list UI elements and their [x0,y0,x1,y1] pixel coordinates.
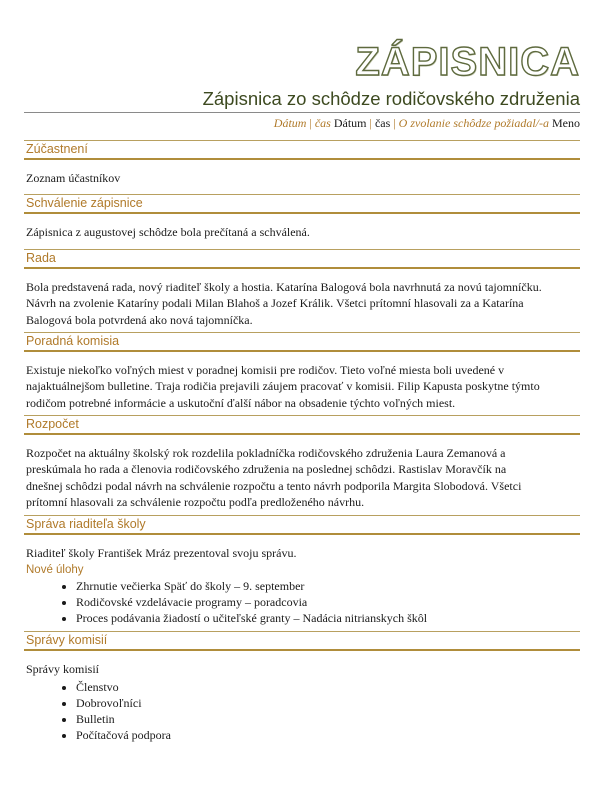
paragraph-line: Balogová bola potvrdená ako nová tajomníčka. [26,312,253,327]
section-attendees [24,140,580,186]
board-paragraph[interactable] [26,279,580,328]
paragraph-line: Bola predstavená rada, nový riaditeľ školy a hostia. Katarína Balogová bola navrhnutá za novú tajomníčku. [26,280,542,294]
list-item[interactable]: • Proces podávania žiadostí o učiteľské granty – Nadácia nitrianskych škôl [76,610,580,626]
attendees-text[interactable]: Zoznam účastníkov [26,171,121,185]
section-heading: Poradná komisia [24,332,580,352]
list-item[interactable]: • Členstvo [76,679,580,695]
name-label: Meno [552,116,580,130]
committees-list [24,679,580,743]
committees-text[interactable]: Správy komisií [26,662,100,676]
meta-separator: | [369,116,372,130]
document-subtitle: Zápisnica zo schôdze rodičovského združenia [202,88,580,109]
list-item[interactable]: • Počítačová podpora [76,727,580,743]
meeting-meta [274,116,580,131]
time-placeholder[interactable]: čas [314,116,331,130]
new-tasks-heading: Nové úlohy [26,564,84,576]
paragraph-line: dnešnej schôdzi podal návrh na schválenie rozpočtu a tento návrh podporila Margita Slobodová. Všetci [26,478,522,493]
section-budget [24,415,580,511]
document-title: ZÁPISNICA [355,40,580,84]
paragraph-line: preskúmala ho rada a členovia rodičovského združenia na poslednej schôdzi. Rastislav Moravčík na [26,462,507,477]
subtitle-rule [24,112,580,113]
meta-separator: | [309,116,312,130]
advisory-paragraph[interactable] [26,362,580,411]
date-placeholder[interactable]: Dátum [273,116,307,130]
paragraph-line: rodičom potrebné informácie a uskutoční ďalší nábor na obsadenie týchto voľných miest. [26,395,456,410]
date-label: Dátum [333,116,367,130]
section-heading: Rada [24,249,580,269]
section-heading: Rozpočet [24,415,580,435]
section-heading: Zúčastnení [24,140,580,160]
list-item[interactable]: • Dobrovoľníci [76,695,580,711]
new-tasks-list [24,578,580,626]
section-principal-report [24,515,580,626]
section-advisory [24,332,580,411]
time-label: čas [374,116,391,130]
list-item[interactable]: • Zhrnutie večierka Späť do školy – 9. september [76,578,580,594]
section-heading: Správa riaditeľa školy [24,515,580,535]
section-heading: Schválenie zápisnice [24,194,580,214]
paragraph-line: Návrh na zvolenie Kataríny podali Milan Blahoš a Jozef Králik. Všetci prítomní hlasovali za a Katarína [26,296,524,311]
section-board [24,249,580,328]
list-item[interactable]: • Rodičovské vzdelávacie programy – poradcovia [76,594,580,610]
meta-separator: | [393,116,396,130]
paragraph-line: Existuje niekoľko voľných miest v poradnej komisii pre rodičov. Tieto voľné miesta boli uvedené v [26,363,505,377]
section-heading: Správy komisií [24,631,580,651]
section-approval [24,194,580,240]
approval-text[interactable]: Zápisnica z augustovej schôdze bola prečítaná a schválená. [26,225,310,239]
paragraph-line: Rozpočet na aktuálny školský rok rozdelila pokladníčka rodičovského združenia Laura Zemanová a [26,446,506,460]
called-by-placeholder[interactable]: O zvolanie schôdze požiadal/-a [398,116,549,130]
paragraph-line: prítomní hlasovali za schválenie rozpočtu podľa predloženého návrhu. [26,495,365,510]
principal-text[interactable]: Riaditeľ školy František Mráz prezentoval svoju správu. [26,546,297,560]
list-item[interactable]: • Bulletin [76,711,580,727]
budget-paragraph[interactable] [26,445,580,511]
section-committee-reports [24,631,580,743]
paragraph-line: najaktuálnejšom bulletine. Traja rodičia prejavili záujem pracovať v komisii. Filip Kapusta poskytne týmto [26,379,540,394]
